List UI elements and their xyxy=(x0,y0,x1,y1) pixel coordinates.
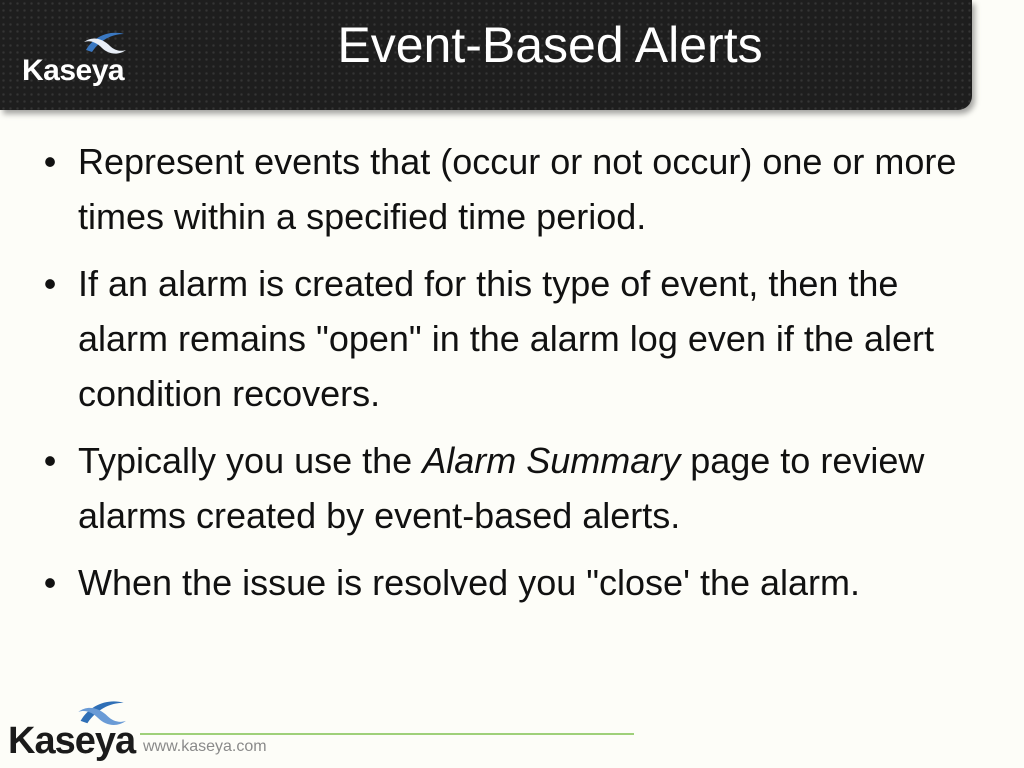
bullet-list xyxy=(40,134,980,622)
bullet-text-start: Typically you use the xyxy=(78,440,423,481)
bullet-text: When the issue is resolved you "close' the alarm. xyxy=(78,562,861,603)
footer-divider xyxy=(140,733,634,735)
slide-header xyxy=(0,0,972,110)
bullet-item xyxy=(40,433,980,543)
bullet-text: Represent events that (occur or not occur) one or more times within a specified time period. xyxy=(78,141,957,237)
bullet-item xyxy=(40,134,980,244)
slide-title: Event-Based Alerts xyxy=(337,17,763,73)
footer-logo-text: Kaseya xyxy=(8,720,136,762)
bullet-marker: • xyxy=(43,562,57,603)
alarm-summary-emphasis: Alarm Summary xyxy=(422,440,681,481)
footer-logo xyxy=(8,696,136,762)
bullet-item xyxy=(40,555,980,610)
bullet-text: If an alarm is created for this type of event, then the alarm remains "open" in the alarm log even if the alert condition recovers. xyxy=(78,263,934,414)
footer-url: www.kaseya.com xyxy=(143,738,267,755)
bullet-text-end: page to review alarms created by event-based alerts. xyxy=(78,440,925,536)
header-logo xyxy=(22,28,132,92)
bullet-marker: • xyxy=(43,440,57,481)
bullet-marker: • xyxy=(43,141,57,182)
bullet-item xyxy=(40,256,980,421)
header-logo-text: Kaseya xyxy=(22,54,125,87)
bullet-marker: • xyxy=(43,263,57,304)
